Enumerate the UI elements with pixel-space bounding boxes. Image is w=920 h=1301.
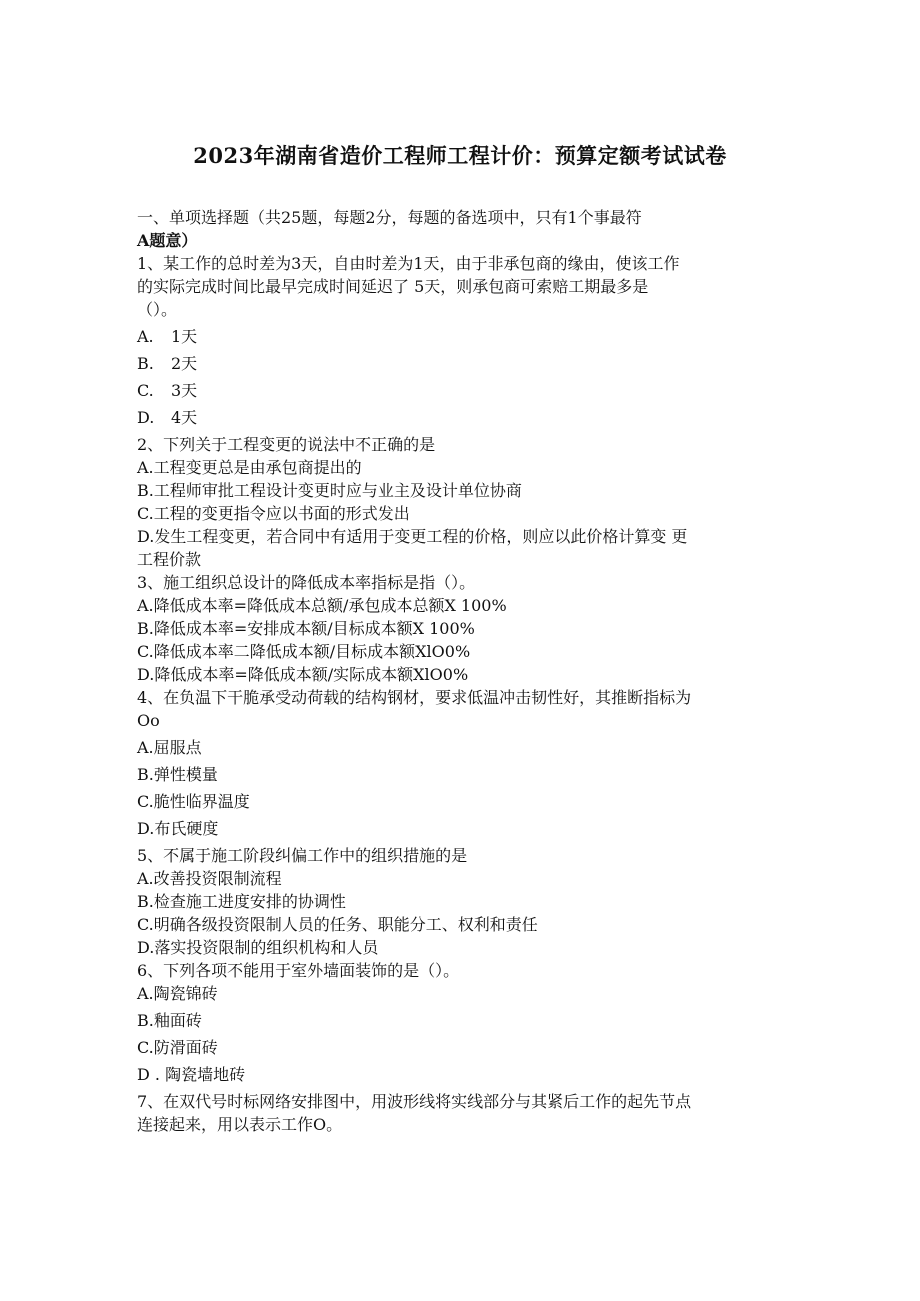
option-letter: B. — [137, 354, 154, 373]
option-d: D . 陶瓷墙地砖 — [137, 1065, 246, 1084]
document-body — [137, 206, 787, 1136]
question-stem-line: 的实际完成时间比最早完成时间延迟了 5天，则承包商可索赔工期最多是 — [137, 277, 649, 296]
option-a: A.降低成本率=降低成本总额/承包成本总额X 100% — [137, 596, 507, 615]
option-d: D.降低成本率=降低成本额/实际成本额XlO0% — [137, 665, 469, 684]
section-header-line: 一、单项选择题（共25题，每题2分，每题的备选项中，只有1个事最符 — [137, 208, 642, 227]
section-header-line: A题意） — [137, 231, 198, 250]
question-5 — [137, 844, 787, 959]
option-d-continued: 工程价款 — [137, 550, 202, 569]
option-b: B.釉面砖 — [137, 1011, 202, 1030]
option-a: A.工程变更总是由承包商提出的 — [137, 458, 362, 477]
question-stem: 3、施工组织总设计的降低成本率指标是指（）。 — [137, 573, 476, 592]
option-b: B.降低成本率=安排成本额/目标成本额X 100% — [137, 619, 475, 638]
question-stem: 6、下列各项不能用于室外墙面装饰的是（）。 — [137, 961, 460, 980]
option-c: C.工程的变更指令应以书面的形式发出 — [137, 504, 410, 523]
option-letter: A. — [137, 327, 154, 346]
option-d: D.布氏硬度 — [137, 819, 219, 838]
question-stem-line: 4、在负温下干脆承受动荷载的结构钢材，要求低温冲击韧性好，其推断指标为 — [137, 688, 692, 707]
option-c — [137, 379, 787, 402]
option-a: A.改善投资限制流程 — [137, 869, 282, 888]
question-stem-line: 1、某工作的总时差为3天，自由时差为1天，由于非承包商的缘由，使该工作 — [137, 254, 680, 273]
option-text: 4天 — [171, 408, 198, 427]
option-c: C.明确各级投资限制人员的任务、职能分工、权利和责任 — [137, 915, 538, 934]
option-b: B.工程师审批工程设计变更时应与业主及设计单位协商 — [137, 481, 522, 500]
option-letter: C. — [137, 381, 154, 400]
question-stem-line: 7、在双代号时标网络安排图中，用波形线将实线部分与其紧后工作的起先节点 — [137, 1092, 692, 1111]
option-text: 3天 — [171, 381, 198, 400]
option-b: B.弹性模量 — [137, 765, 218, 784]
question-3 — [137, 571, 787, 686]
question-stem-line: （）。 — [137, 300, 178, 319]
option-b: B.检查施工进度安排的协调性 — [137, 892, 346, 911]
option-d: D.落实投资限制的组织机构和人员 — [137, 938, 379, 957]
section-header — [137, 206, 787, 252]
option-c: C.防滑面砖 — [137, 1038, 218, 1057]
question-1 — [137, 252, 787, 429]
question-stem: 5、不属于施工阶段纠偏工作中的组织措施的是 — [137, 846, 468, 865]
option-d — [137, 406, 787, 429]
option-a: A.屈服点 — [137, 738, 202, 757]
option-text: 2天 — [171, 354, 198, 373]
option-a — [137, 325, 787, 348]
page-title: 2023年湖南省造价工程师工程计价：预算定额考试试卷 — [193, 143, 727, 168]
question-stem-line: 连接起来，用以表示工作O。 — [137, 1115, 343, 1134]
option-text: 1天 — [171, 327, 198, 346]
question-7 — [137, 1090, 787, 1136]
question-4 — [137, 686, 787, 840]
option-letter: D. — [137, 408, 155, 427]
option-b — [137, 352, 787, 375]
question-6 — [137, 959, 787, 1086]
option-c: C.脆性临界温度 — [137, 792, 250, 811]
option-a: A.陶瓷锦砖 — [137, 984, 218, 1003]
option-c: C.降低成本率二降低成本额/目标成本额XlO0% — [137, 642, 471, 661]
option-d: D.发生工程变更，若合同中有适用于变更工程的价格，则应以此价格计算变 更 — [137, 527, 688, 546]
question-stem-line: Oo — [137, 711, 160, 730]
question-2 — [137, 433, 787, 571]
question-stem: 2、下列关于工程变更的说法中不正确的是 — [137, 435, 436, 454]
